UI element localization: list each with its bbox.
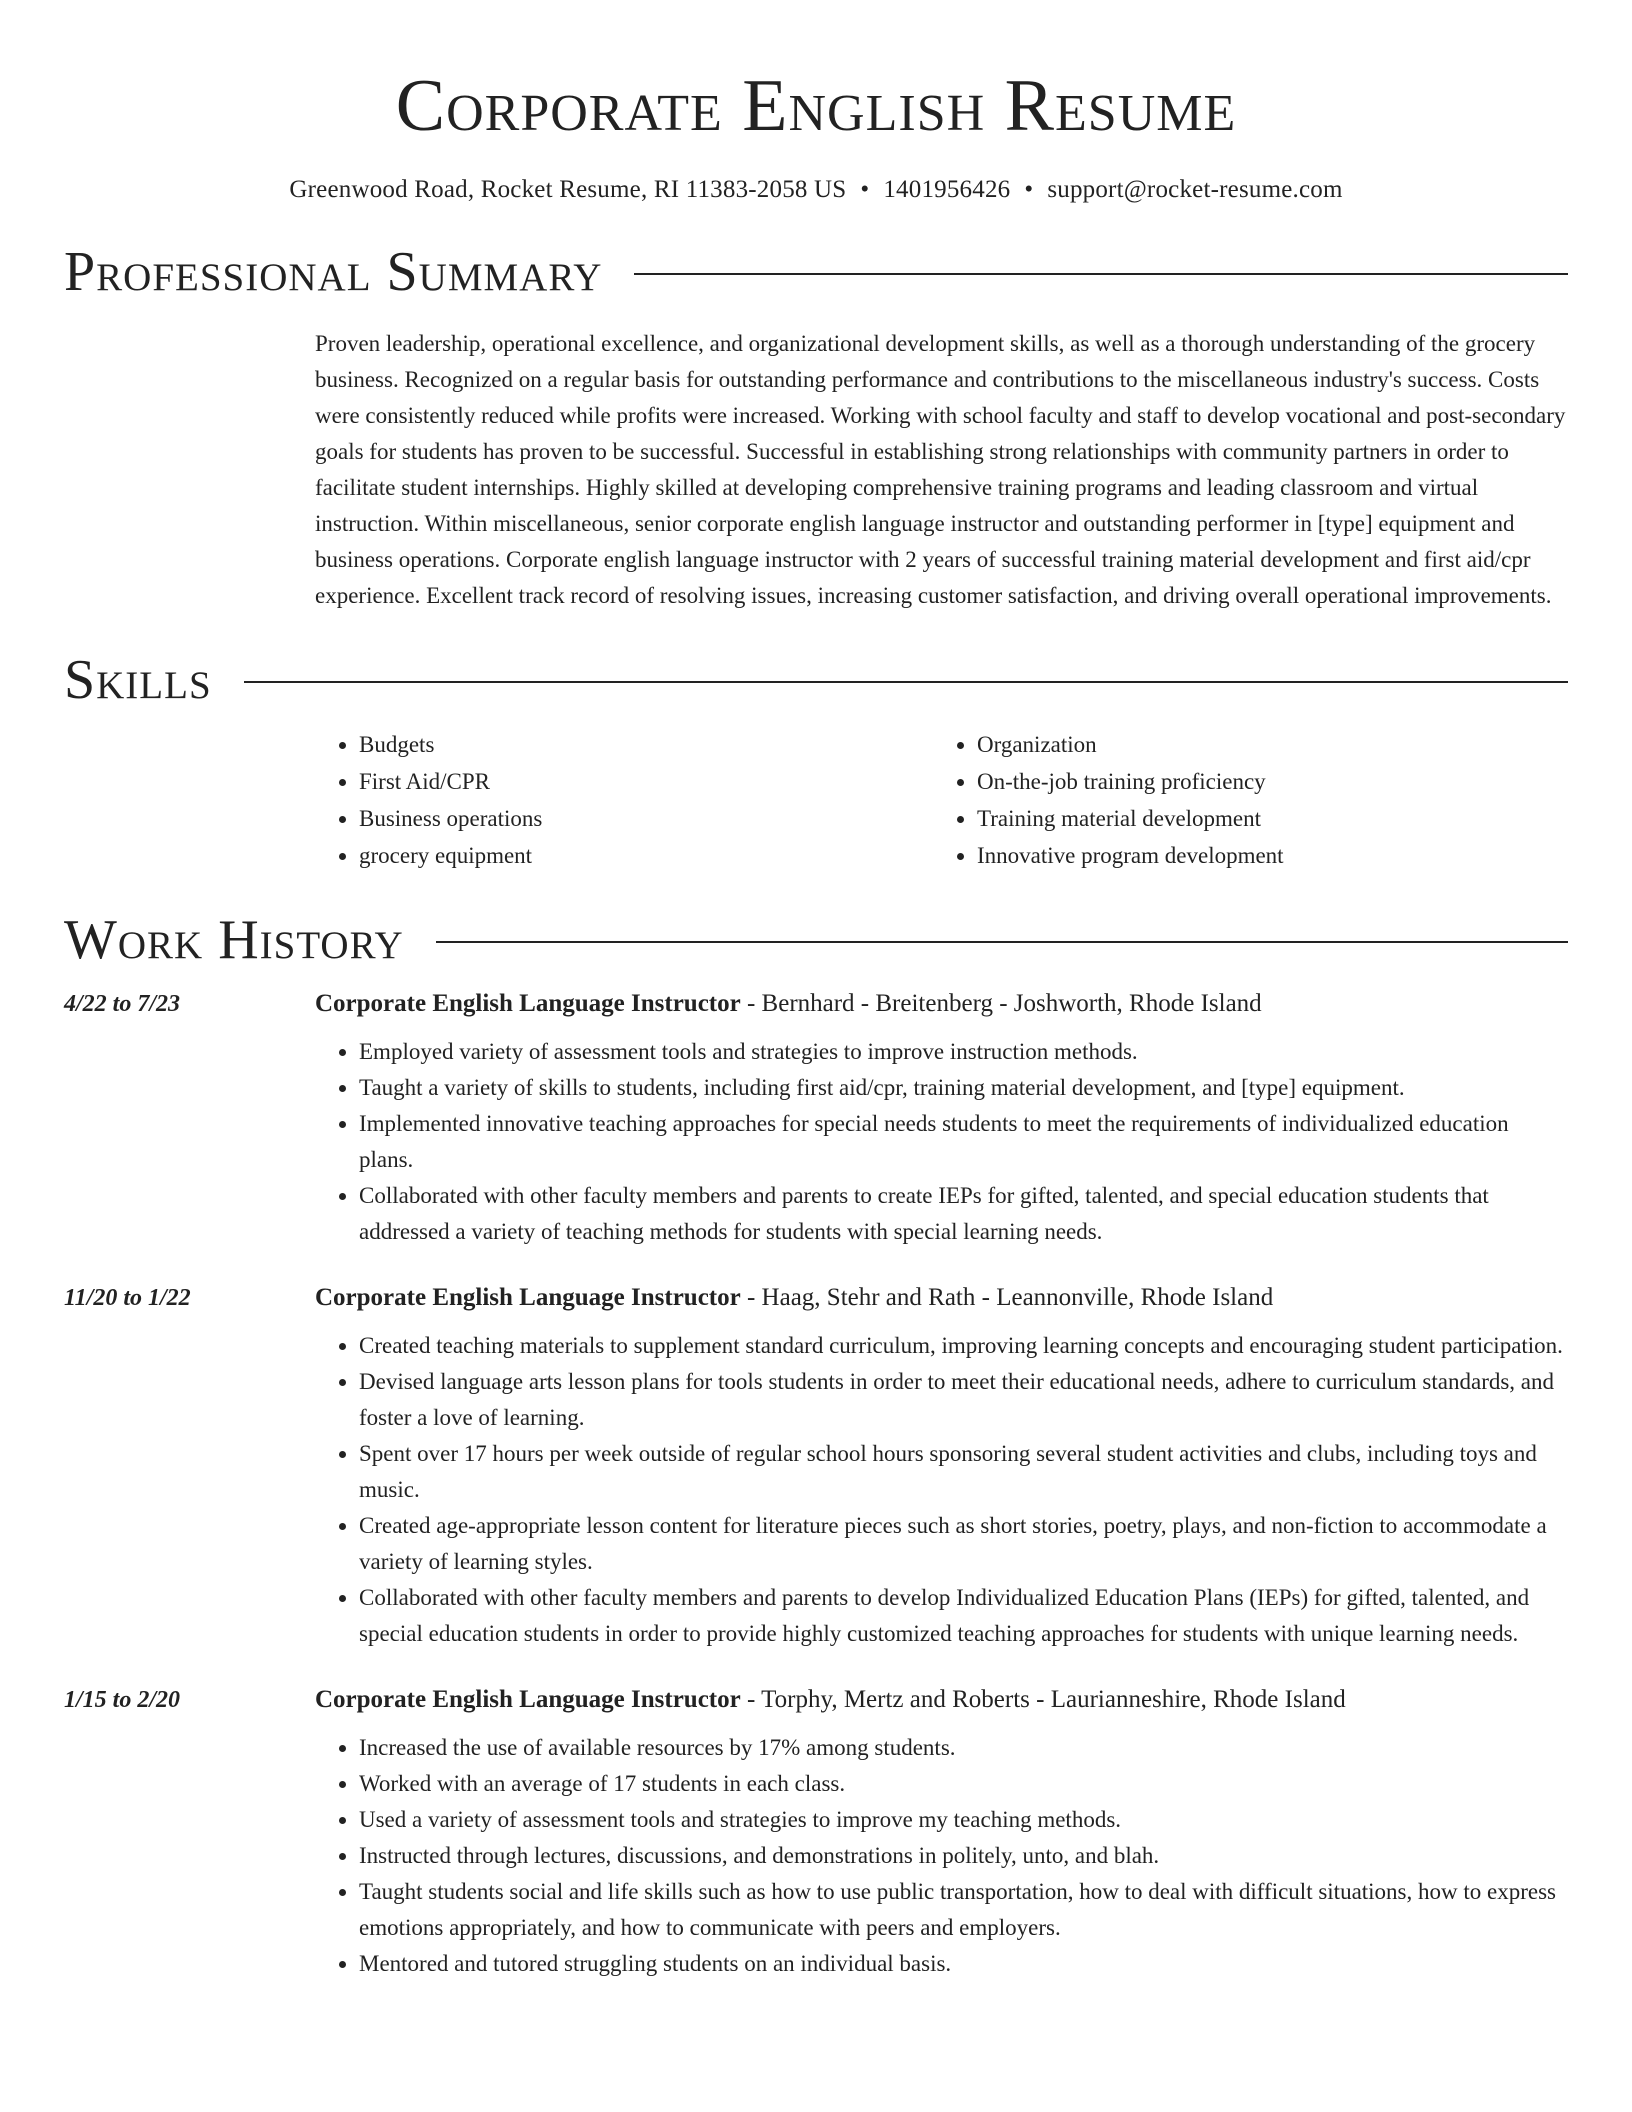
contact-phone: 1401956426 bbox=[883, 176, 1011, 203]
job-header bbox=[315, 986, 1568, 1022]
job-bullet: • Taught students social and life skills such as how to use public transportation, how to deal with difficult situations, how to express emotions appropriately, and how to communicate with peers and employers. bbox=[359, 1874, 1568, 1946]
job-title: Corporate English Language Instructor bbox=[315, 1686, 741, 1713]
job-bullet: • Spent over 17 hours per week outside of regular school hours sponsoring several student activities and clubs, including toys and music. bbox=[359, 1436, 1568, 1508]
contact-line bbox=[64, 174, 1568, 206]
skills-section-header bbox=[64, 646, 1568, 714]
job-bullet: • Collaborated with other faculty members and parents to develop Individualized Education Plans (IEPs) for gifted, talented, and special education students in order to provide highly customized teaching approaches for students with unique learning needs. bbox=[359, 1580, 1568, 1652]
skill-item: • grocery equipment bbox=[359, 837, 933, 874]
job-bullet: • Implemented innovative teaching approaches for special needs students to meet the requirements of individualized education plans. bbox=[359, 1106, 1568, 1178]
separator-dot: • bbox=[860, 176, 870, 203]
skill-item: • Budgets bbox=[359, 726, 933, 763]
job-bullet: • Instructed through lectures, discussions, and demonstrations in politely, unto, and blah. bbox=[359, 1838, 1568, 1874]
job-details bbox=[315, 1280, 1568, 1652]
skill-item: • Training material development bbox=[977, 800, 1284, 837]
job-bullets bbox=[315, 1730, 1568, 1982]
summary-section-header bbox=[64, 238, 1568, 306]
section-divider bbox=[634, 273, 1568, 275]
contact-email: support@rocket-resume.com bbox=[1047, 176, 1343, 203]
job-bullet: • Worked with an average of 17 students in each class. bbox=[359, 1766, 1568, 1802]
job-title: Corporate English Language Instructor bbox=[315, 990, 741, 1017]
job-entry bbox=[64, 1280, 1568, 1652]
job-details bbox=[315, 986, 1568, 1250]
job-entry bbox=[64, 986, 1568, 1250]
work-section-header bbox=[64, 906, 1568, 974]
section-divider bbox=[244, 681, 1568, 683]
summary-heading: Professional Summary bbox=[64, 241, 603, 303]
skills-column-left bbox=[315, 726, 933, 874]
contact-address: Greenwood Road, Rocket Resume, RI 11383-2058 US bbox=[289, 176, 847, 203]
job-bullet: • Mentored and tutored struggling students on an individual basis. bbox=[359, 1946, 1568, 1982]
job-header bbox=[315, 1280, 1568, 1316]
skills-column-right bbox=[933, 726, 1284, 874]
skill-item: • On-the-job training proficiency bbox=[977, 763, 1284, 800]
job-bullet: • Collaborated with other faculty members and parents to create IEPs for gifted, talented, and special education students that addressed a variety of teaching methods for students with special learning needs. bbox=[359, 1178, 1568, 1250]
job-dates: 1/15 to 2/20 bbox=[64, 1687, 181, 1713]
skill-item: • Innovative program development bbox=[977, 837, 1284, 874]
job-employer: - Bernhard - Breitenberg - Joshworth, Rhode Island bbox=[740, 990, 1262, 1017]
job-bullet: • Devised language arts lesson plans for tools students in order to meet their educational needs, adhere to curriculum standards, and foster a love of learning. bbox=[359, 1364, 1568, 1436]
skill-item: • Business operations bbox=[359, 800, 933, 837]
summary-text: Proven leadership, operational excellence, and organizational development skills, as well as a thorough understanding of the grocery business. Recognized on a regular basis for outstanding performance and contributions to the miscellaneous industry's success. Costs were consistently reduced while profits were increased. Working with school faculty and staff to develop vocational and post-secondary goals for students has proven to be successful. Successful in establishing strong relationships with community partners in order to facilitate student internships. Highly skilled at developing comprehensive training programs and leading classroom and virtual instruction. Within miscellaneous, senior corporate english language instructor and outstanding performer in [type] equipment and business operations. Corporate english language instructor with 2 years of successful training material development and first aid/cpr experience. Excellent track record of resolving issues, increasing customer satisfaction, and driving overall operational improvements. bbox=[315, 331, 1566, 608]
job-bullet: • Employed variety of assessment tools and strategies to improve instruction methods. bbox=[359, 1034, 1568, 1070]
work-heading: Work History bbox=[64, 909, 404, 971]
job-dates: 11/20 to 1/22 bbox=[64, 1285, 191, 1311]
job-bullet: • Increased the use of available resources by 17% among students. bbox=[359, 1730, 1568, 1766]
job-bullet: • Created age-appropriate lesson content for literature pieces such as short stories, poetry, plays, and non-fiction to accommodate a variety of learning styles. bbox=[359, 1508, 1568, 1580]
job-employer: - Torphy, Mertz and Roberts - Laurianneshire, Rhode Island bbox=[740, 1686, 1346, 1713]
job-details bbox=[315, 1682, 1568, 1982]
job-dates: 4/22 to 7/23 bbox=[64, 991, 181, 1017]
job-bullets bbox=[315, 1328, 1568, 1652]
skill-item: • First Aid/CPR bbox=[359, 763, 933, 800]
skill-item: • Organization bbox=[977, 726, 1284, 763]
job-bullet: • Taught a variety of skills to students, including first aid/cpr, training material development, and [type] equipment. bbox=[359, 1070, 1568, 1106]
job-bullet: • Created teaching materials to supplement standard curriculum, improving learning concepts and encouraging student participation. bbox=[359, 1328, 1568, 1364]
job-employer: - Haag, Stehr and Rath - Leannonville, Rhode Island bbox=[740, 1284, 1274, 1311]
job-header bbox=[315, 1682, 1568, 1718]
section-divider bbox=[436, 941, 1568, 943]
resume-name: Corporate English Resume bbox=[395, 65, 1237, 147]
job-title: Corporate English Language Instructor bbox=[315, 1284, 741, 1311]
job-entry bbox=[64, 1682, 1568, 1982]
skills-heading: Skills bbox=[64, 649, 212, 711]
job-bullet: • Used a variety of assessment tools and strategies to improve my teaching methods. bbox=[359, 1802, 1568, 1838]
separator-dot: • bbox=[1024, 176, 1034, 203]
skills-list bbox=[315, 726, 1568, 874]
job-bullets bbox=[315, 1034, 1568, 1250]
